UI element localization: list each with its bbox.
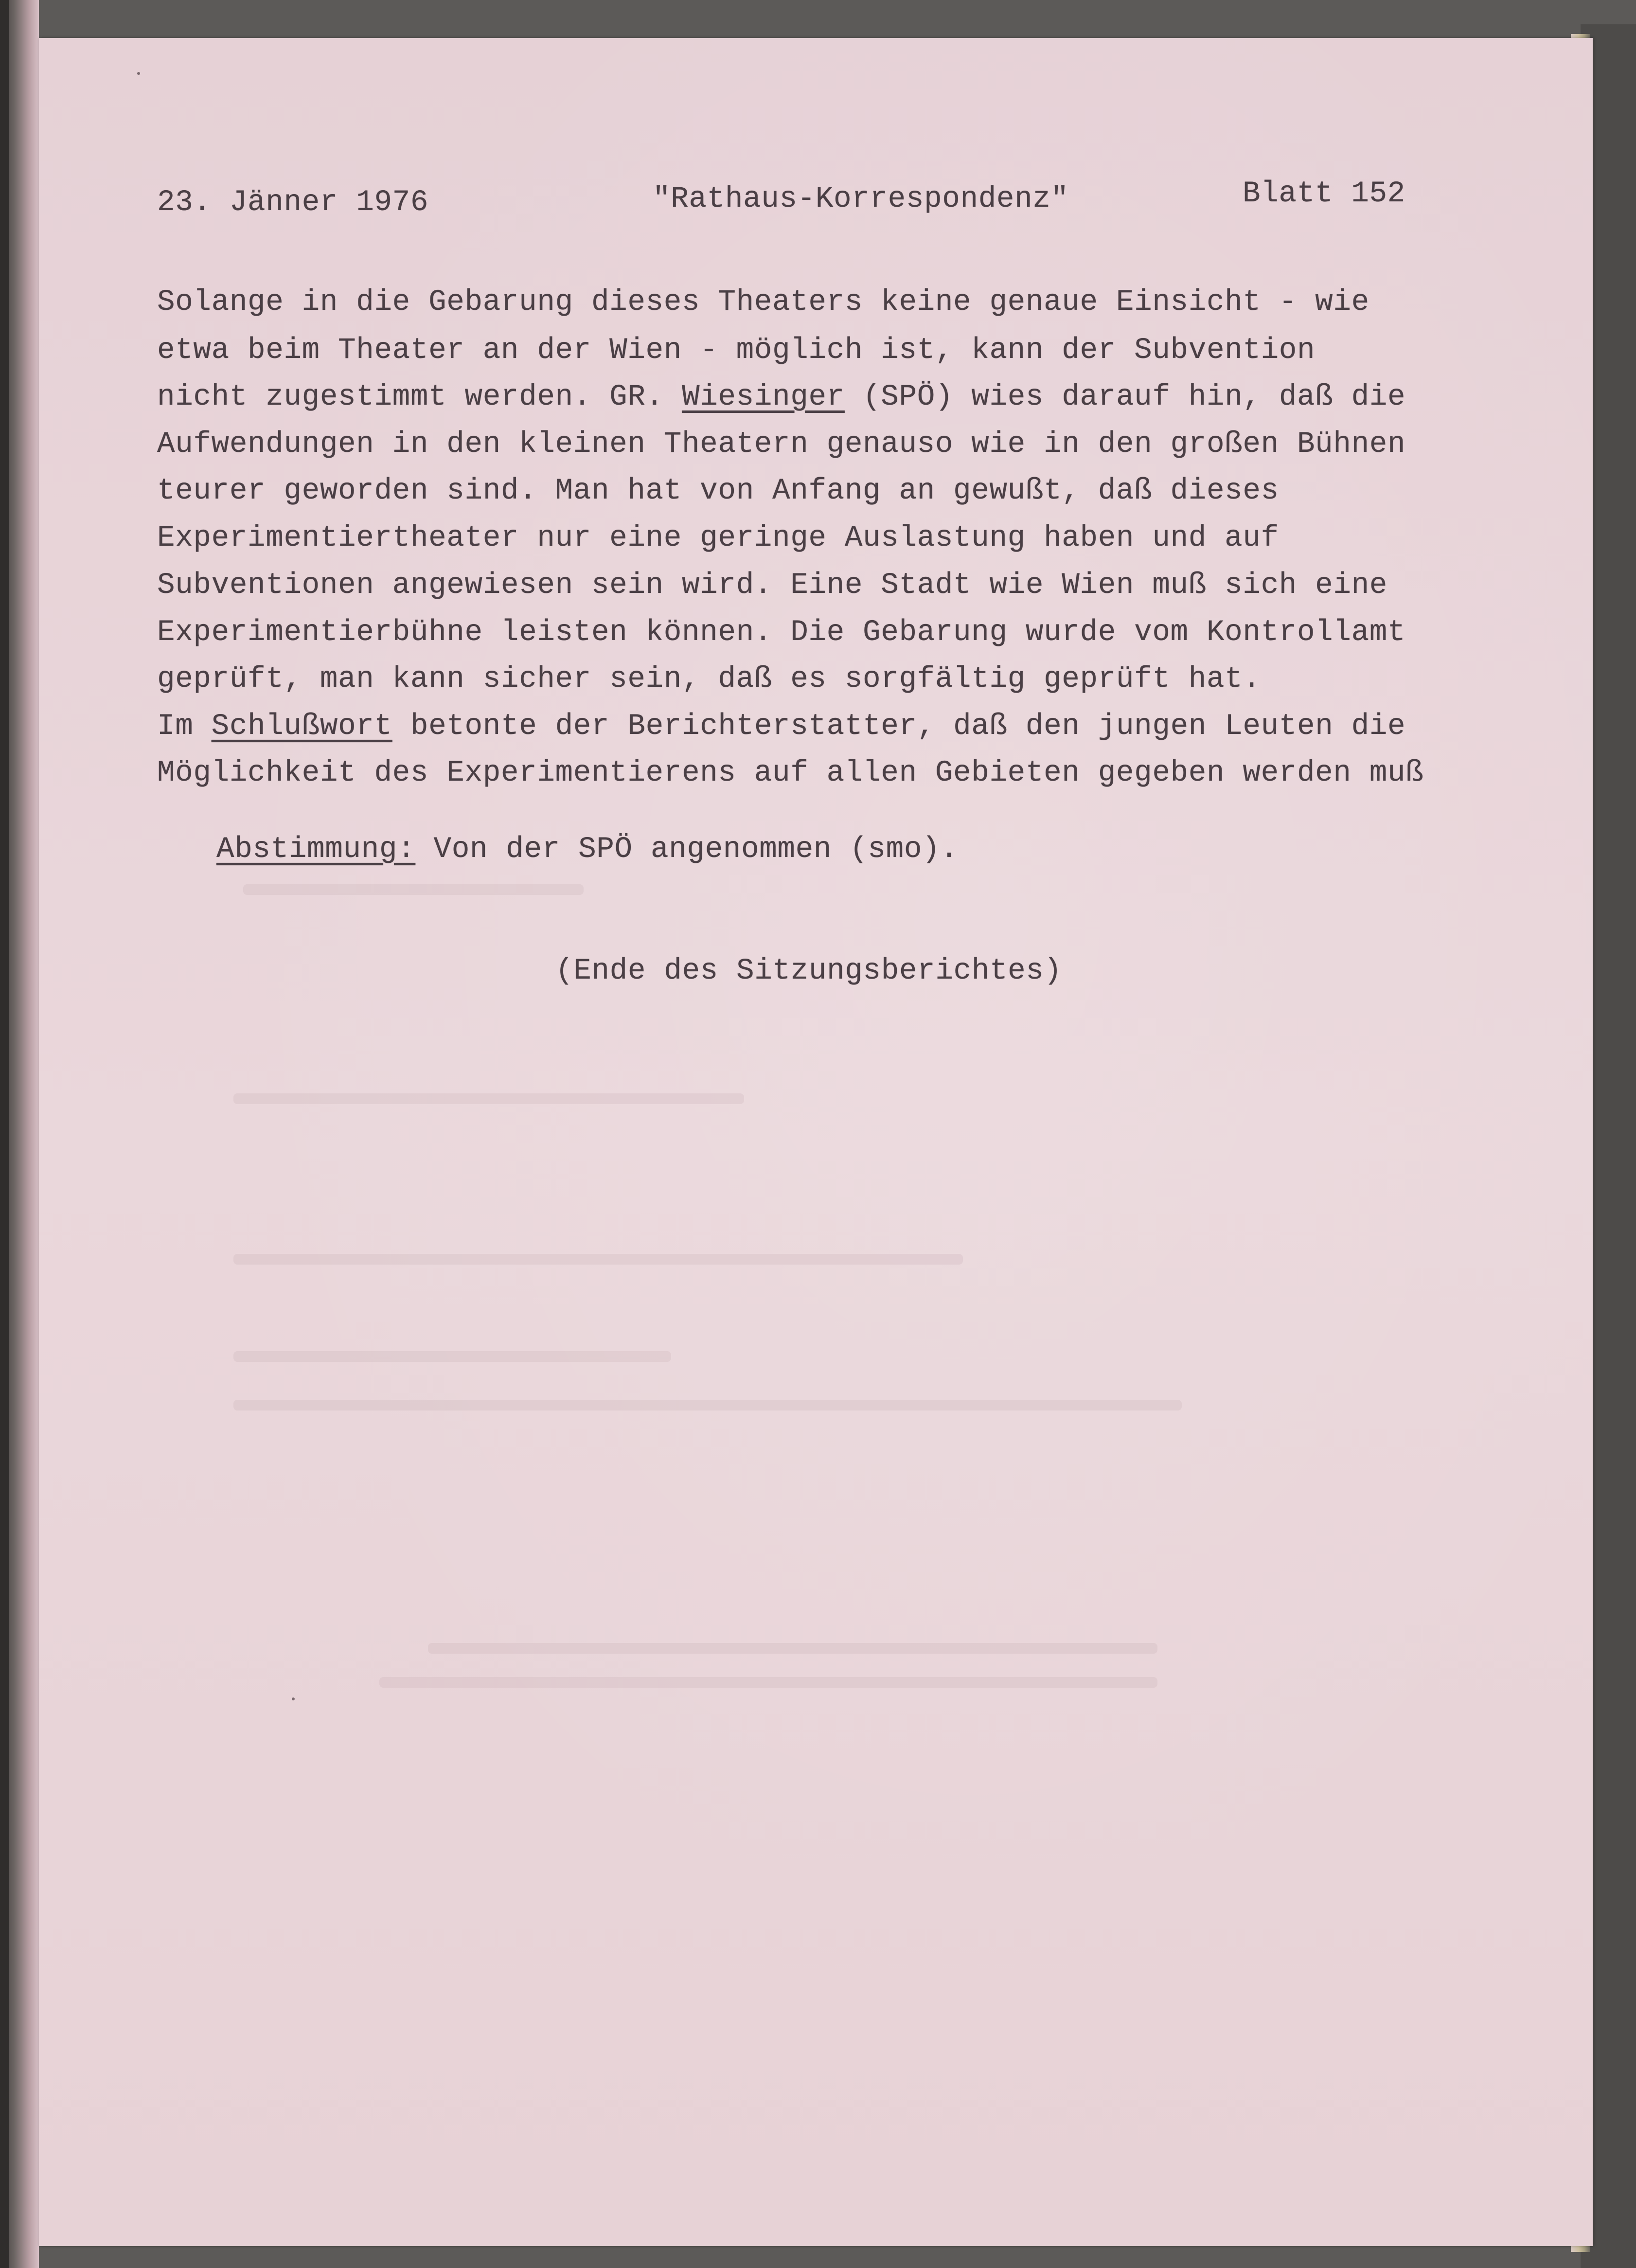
show-through [233,1093,744,1104]
paper-speck [292,1697,295,1700]
body-line: geprüft, man kann sicher sein, daß es sorgfältig geprüft hat. [157,662,1261,696]
show-through [243,884,584,895]
body-line: Subventionen angewiesen sein wird. Eine Stadt wie Wien muß sich eine [157,569,1388,602]
vote-label: Abstimmung: [216,833,416,866]
body-text: Im [157,710,194,743]
show-through [428,1643,1157,1654]
body-line [157,374,1405,421]
body-text: betonte der Berichterstatter, daß den jungen Leuten die [410,710,1406,743]
vote-line [216,826,958,873]
body-line: teurer geworden sind. Man hat von Anfang an gewußt, daß dieses [157,474,1279,508]
vote-text: Von der SPÖ angenommen (smo). [433,833,959,866]
end-note: (Ende des Sitzungsberichtes) [555,954,1062,988]
header-page-number: Blatt 152 [1243,177,1405,211]
show-through [233,1254,963,1265]
body-line: Solange in die Gebarung dieses Theaters keine genaue Einsicht - wie [157,286,1369,319]
body-text: (SPÖ) wies darauf hin, daß die [863,380,1406,414]
header-date: 23. Jänner 1976 [157,186,429,219]
body-line [157,703,1405,750]
closing-word-underlined: Schlußwort [211,710,392,743]
speaker-name-underlined: Wiesinger [682,380,845,414]
body-line: Experimentierbühne leisten können. Die Gebarung wurde vom Kontrollamt [157,616,1406,649]
binding-gap [0,0,9,2268]
body-line: Möglichkeit des Experimentierens auf allen Gebieten gegeben werden muß [157,756,1424,790]
show-through [379,1677,1157,1688]
show-through [233,1351,671,1362]
paper-speck [137,72,140,75]
body-text: nicht zugestimmt werden. GR. [157,380,664,414]
body-line: Aufwendungen in den kleinen Theatern genauso wie in den großen Bühnen [157,428,1406,461]
body-line: etwa beim Theater an der Wien - möglich ist, kann der Subvention [157,334,1316,367]
show-through [233,1400,1182,1411]
document-page [39,38,1593,2246]
header-title: "Rathaus-Korrespondenz" [653,182,1069,216]
body-line: Experimentiertheater nur eine geringe Auslastung haben und auf [157,521,1279,555]
